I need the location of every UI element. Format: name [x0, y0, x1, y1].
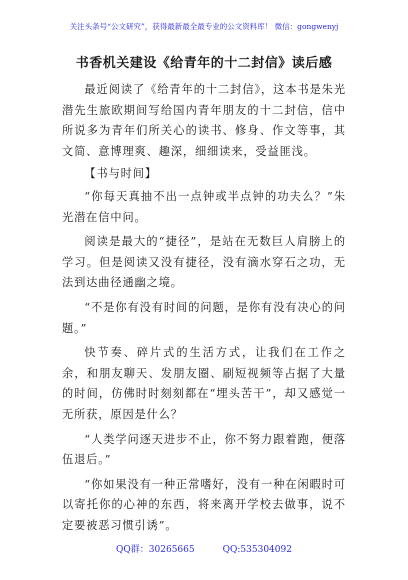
paragraph: 阅读是最大的“捷径”，是站在无数巨人肩膀上的学习。但是阅读又没有捷径，没有滴水穿石之功，无法到达曲径通幽之境。	[62, 235, 346, 290]
document-body	[62, 80, 346, 536]
footer-qq-group: QQ群：30265665	[116, 545, 195, 555]
footer-qq: QQ:535304092	[222, 545, 292, 555]
paragraph-quote: “人类学问逐天进步不止，你不努力跟着跑，便落伍退后。”	[62, 432, 346, 467]
header-note: 关注头条号“公文研究”，获得最新最全最专业的公文资料库！ 微信：gongwenyj	[69, 22, 339, 31]
document-title: 书香机关建设《给青年的十二封信》读后感	[75, 56, 333, 71]
paragraph-quote: “你每天真抽不出一点钟或半点钟的功夫么？”朱光潜在信中问。	[62, 189, 346, 224]
section-heading: 【书与时间】	[84, 167, 157, 181]
paragraph-quote: “你如果没有一种正常嗜好，没有一种在闲暇时可以寄托你的心神的东西，将来离开学校去做事，说不定要被恶习惯引诱”。	[62, 477, 346, 532]
paragraph: 快节奏、碎片式的生活方式，让我们在工作之余，和朋友聊天、发朋友圈、刷短视频等占据了大量的时间，仿佛时时刻刻都在“埋头苦干”，却又感觉一无所获，原因是什么？	[62, 346, 346, 421]
paragraph-quote: “不是你有没有时间的问题，是你有没有决心的问题。”	[62, 300, 346, 335]
footer	[0, 542, 408, 555]
paragraph-intro: 最近阅读了《给青年的十二封信》，这本书是朱光潜先生旅欧期间写给国内青年朋友的十二封信，信中所说多为青年们所关心的读书、修身、作文等事，其文简、意博理爽、趣深，细细读来，受益匪浅。	[62, 83, 346, 158]
